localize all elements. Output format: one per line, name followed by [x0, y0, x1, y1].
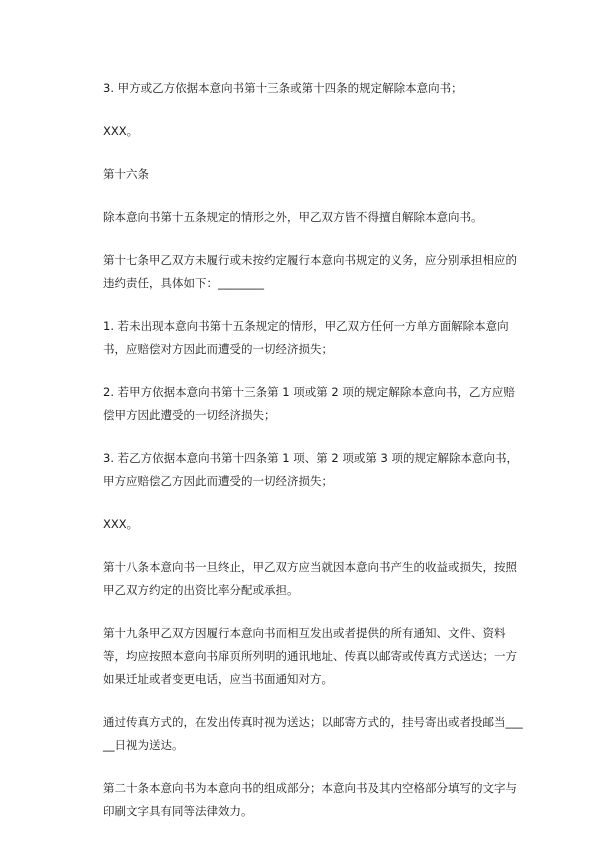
paragraph-article-20: 第二十条本意向书为本意向书的组成部分；本意向书及其内空格部分填写的文字与印刷文字具有同等法律效力。 — [103, 781, 517, 818]
paragraph-article-17: 第十七条甲乙双方未履行或未按约定履行本意向书规定的义务，应分别承担相应的违约责任，具体如下：________ — [103, 253, 517, 290]
paragraph-clause-3-termination: 3. 甲方或乙方依据本意向书第十三条或第十四条的规定解除本意向书； — [103, 81, 463, 95]
paragraph-article-16-body: 除本意向书第十五条规定的情形之外，甲乙双方皆不得擅自解除本意向书。 — [103, 210, 483, 224]
paragraph-xxx-2: XXX。 — [103, 517, 139, 531]
paragraph-xxx-1: XXX。 — [103, 124, 139, 138]
paragraph-article-16-heading: 第十六条 — [103, 167, 149, 181]
paragraph-article-19-delivery: 通过传真方式的，在发出传真时视为送达；以邮寄方式的，挂号寄出或者投邮当_____日视为送达。 — [103, 715, 523, 752]
document-body — [103, 77, 523, 843]
paragraph-article-19: 第十九条甲乙双方因履行本意向书而相互发出或者提供的所有通知、文件、资料等，均应按照本意向书扉页所列明的通讯地址、传真以邮寄或传真方式送达；一方如果迁址或者变更电话，应当书面通知对方。 — [103, 626, 517, 686]
paragraph-article-18: 第十八条本意向书一旦终止，甲乙双方应当就因本意向书产生的收益或损失，按照甲乙双方约定的出资比率分配或承担。 — [103, 560, 517, 597]
paragraph-article-17-item-2: 2. 若甲方依据本意向书第十三条第 1 项或第 2 项的规定解除本意向书，乙方应赔偿甲方因此遭受的一切经济损失； — [103, 385, 515, 422]
paragraph-article-17-item-1: 1. 若未出现本意向书第十五条规定的情形，甲乙双方任何一方单方面解除本意向书，应赔偿对方因此而遭受的一切经济损失； — [103, 319, 509, 356]
paragraph-article-17-item-3: 3. 若乙方依据本意向书第十四条第 1 项、第 2 项或第 3 项的规定解除本意向书，甲方应赔偿乙方因此而遭受的一切经济损失； — [103, 451, 519, 488]
